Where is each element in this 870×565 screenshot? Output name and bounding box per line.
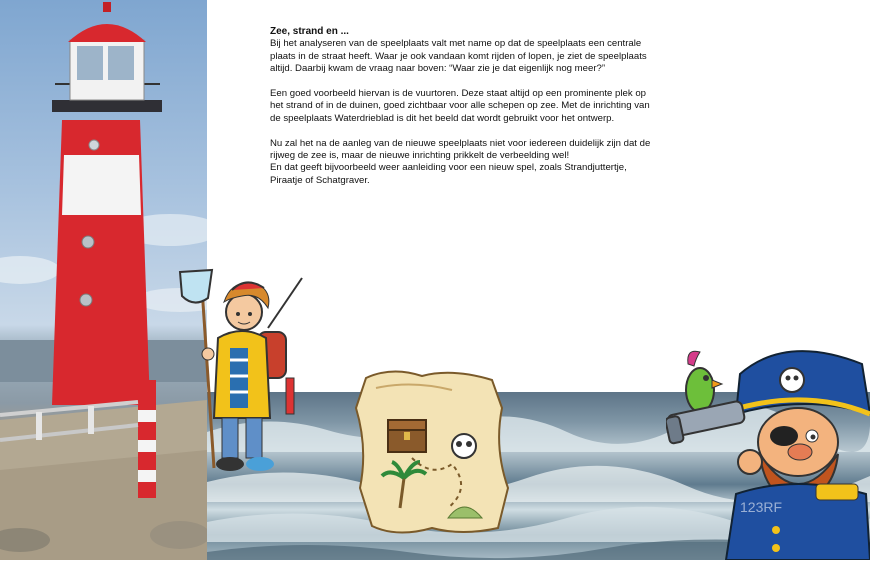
article-heading: Zee, strand en ... [270, 26, 349, 37]
article-paragraph-3: Nu zal het na de aanleg van de nieuwe speelplaats niet voor iedereen duidelijk zijn dat de rijweg de zee is, maar de nieuwe inrichting prikkelt de verbeelding wel! En dat geeft bijvoorbeeld weer aanleiding voor een nieuw spel, zoals Strandjuttertje, Piraatje of Schatgraver. [270, 137, 651, 186]
article [270, 26, 655, 200]
article-paragraph-1: Bij het analyseren van de speelplaats valt met name op dat de speelplaats een centrale plaats in de straat heeft. Waar je ook vandaan komt rijden of lopen, je ziet de speelplaats altijd. Daarbij kwam de vraag naar boven: “Waar zie je dat eigenlijk nog meer?” [270, 38, 647, 75]
treasure-map-illustration [352, 368, 510, 538]
beachcomber-character-illustration [172, 268, 312, 478]
article-paragraph-2: Een goed voorbeeld hiervan is de vuurtoren. Deze staat altijd op een prominente plek op het strand of in de duinen, goed zichtbaar voor alle schepen op zee. Met de inrichting van de speelplaats Waterdrieblad is dit het beeld dat wordt gebruikt voor het ontwerp. [270, 88, 650, 124]
pirate-captain-illustration [666, 344, 870, 560]
pirate-watermark: 123RF [740, 499, 783, 515]
